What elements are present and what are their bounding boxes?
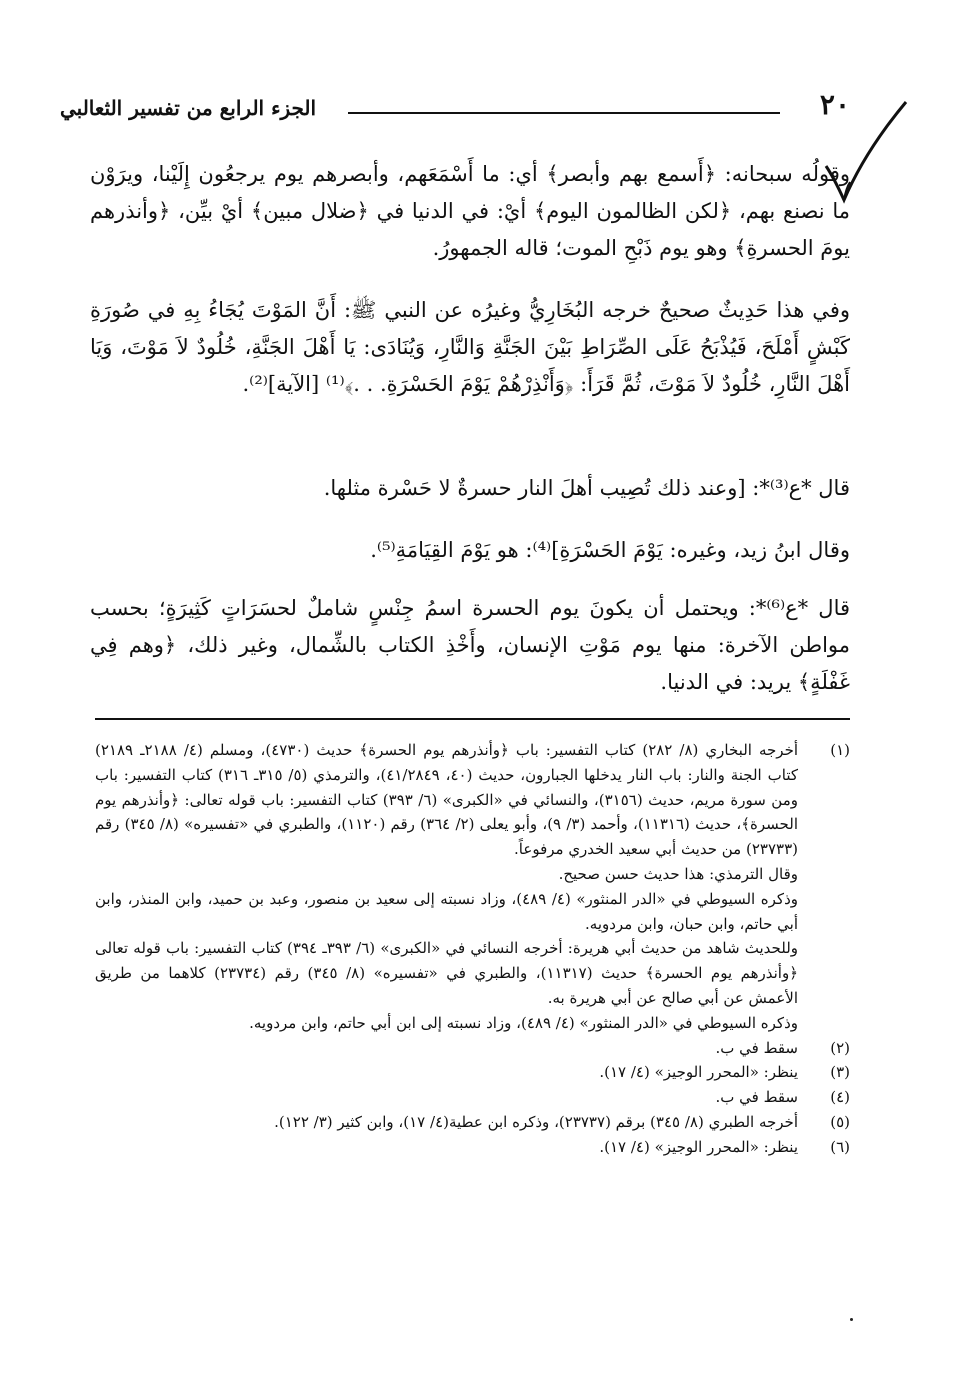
footnote-6 — [95, 1135, 850, 1160]
header-rule — [348, 112, 780, 114]
footnote-text: أخرجه البخاري (٨/ ٢٨٢) كتاب التفسير: باب ﴿وأنذرهم يوم الحسرة﴾ حديث (٤٧٣٠)، ومسلم (٤/ ٢١٨٨ـ ٢١٨٩) كتاب الجنة والنار: باب النار يدخلها الجبارون، حديث (٤٠، ٤١/٢٨٤٩)، والترمذي (٥/ ٣١٥ـ ٣١٦) كتاب التفسير: باب ومن سورة مريم، حديث (٣١٥٦)، والنسائي في «الكبرى» (٦/ ٣٩٣) كتاب التفسير: باب قوله تعالى: ﴿وأنذرهم يوم الحسرة﴾، حديث (١١٣١٦)، وأحمد (٣/ ٩)، وأبو يعلى (٢/ ٣٦٤) رقم (١١٢٠)، والطبري في «تفسيره» (٨/ ٣٤٥) رقم (٢٣٧٣٣) من حديث أبي سعيد الخدري مرفوعاً. — [95, 741, 799, 859]
paragraph-qala-b: قال *ع⁽⁶⁾*: ويحتمل أن يكونَ يوم الحسرة اسمُ جِنْسٍ شاملٌ لحسَرَاتٍ كَثِيرَةٍ؛ بحسب مواطن الآخرة: منها يوم مَوْتِ الإنسان، وأَخْذِ الكتاب بالشِّمال، وغير ذلك، ﴿وهم فِي غَفْلَةٍ﴾ يريد: في الدنيا. — [90, 596, 851, 694]
page-speck — [850, 1318, 853, 1321]
paragraph-qala-a: قال *ع⁽³⁾*: [وعند ذلك تُصِيب أهلَ النار حسرةٌ لا حَسْرة مثلها. — [323, 476, 850, 500]
main-text — [90, 156, 850, 267]
footnote-number: (٣) — [830, 1063, 850, 1082]
footnote-continuation: وللحديث شاهد من حديث أبي هريرة: أخرجه النسائي في «الكبرى» (٦/ ٣٩٣ـ ٣٩٤) كتاب التفسير: باب قوله تعالى ﴿وأنذرهم يوم الحسرة﴾ حديث (١١٣١٧)، والطبري في «تفسيره» (٨/ ٣٤٥) رقم (٢٣٧٣٤) كلاهما من طريق الأعمش عن أبي صالح عن أبي هريرة به. — [95, 939, 799, 1007]
footnote-number: (٦) — [830, 1137, 850, 1156]
footnote-number: (٥) — [830, 1112, 850, 1131]
footnote-continuation: وذكره السيوطي في «الدر المنثور» (٤/ ٤٨٩)، وزاد نسبته إلى ابن أبي حاتم، وابن مردويه. — [249, 1013, 798, 1032]
footnote-text: ينظر: «المحرر الوجيز» (٤/ ١٧). — [599, 1137, 798, 1156]
footnote-text: سقط في ب. — [715, 1088, 798, 1107]
footnote-divider — [95, 718, 850, 720]
page-number: ٢٠ — [819, 88, 850, 121]
footnote-text: سقط في ب. — [715, 1038, 798, 1057]
footnotes — [95, 738, 850, 1160]
paragraph-1: وقولُه سبحانه: ﴿أَسمع بهم وأبصر﴾ أي: ما أَسْمَعَهم، وأبصرهم يوم يرجعُون إِلَيْنا، ويرَوْن ما نصنع بهم، ﴿لكن الظالمون اليوم﴾ أيْ: في الدنيا في ﴿ضلال مبين﴾ أيْ بيِّن، ﴿وأنذرهم يومَ الحسرةِ﴾ وهو يوم ذَبْحِ الموت؛ قاله الجمهورُ. — [90, 162, 850, 260]
main-text-4 — [90, 532, 850, 569]
footnote-number: (١) — [830, 741, 850, 759]
running-title: الجزء الرابع من تفسير الثعالبي — [60, 96, 317, 120]
paragraph-hadith: وفي هذا حَدِيثٌ صحيحٌ خرجه البُخَارِيُّ وغيرُه عن النبي ﷺ: أَنَّ المَوْتَ يُجَاءُ بِهِ في صُورَةِ كَبْشٍ أَمْلَحَ، فَيُذْبَحُ عَلَى الصِّرَاطِ بَيْنَ الجَنَّةِ وَالنَّارِ، وَيُنَادَى: يَا أَهْلَ الجَنَّةِ، خُلُودٌ لاَ مَوْتَ، وَيَا أَهْلَ النَّارِ، خُلُودٌ لاَ مَوْتَ، ثُمَّ قَرَأَ: ﴿وَأَنْذِرْهُمْ يَوْمَ الحَسْرَةِ. . .﴾⁽¹⁾ [الآية]⁽²⁾. — [90, 298, 850, 396]
footnote-number: (٢) — [830, 1038, 850, 1057]
footnote-1 — [95, 738, 850, 862]
footnote-5 — [95, 1110, 850, 1135]
paragraph-ibn-zayd: وقال ابنُ زيد، وغيره: يَوْمَ الحَسْرَةِ]⁽⁴⁾: هو يَوْمَ القِيَامَةِ⁽⁵⁾. — [370, 538, 850, 562]
footnote-4 — [95, 1085, 850, 1110]
footnote-3 — [95, 1060, 850, 1085]
footnote-text: أخرجه الطبري (٨/ ٣٤٥) برقم (٢٣٧٣٧)، وذكره ابن عطية(٤/ ١٧)، وابن كثير (٣/ ١٢٢). — [274, 1112, 798, 1131]
main-text-5 — [90, 590, 850, 701]
main-text-2 — [90, 292, 850, 403]
main-text-3 — [90, 470, 850, 507]
footnote-number: (٤) — [830, 1088, 850, 1107]
footnote-2 — [95, 1036, 850, 1061]
footnote-text: ينظر: «المحرر الوجيز» (٤/ ١٧). — [599, 1063, 798, 1082]
footnote-continuation: وذكره السيوطي في «الدر المنثور» (٤/ ٤٨٩)، وزاد نسبته إلى سعيد بن منصور، وعبد بن حميد، وابن المنذر، وابن أبي حاتم، وابن حبان، وابن مردويه. — [95, 889, 798, 933]
footnote-continuation: وقال الترمذي: هذا حديث حسن صحيح. — [558, 864, 798, 883]
page-header — [60, 88, 850, 128]
